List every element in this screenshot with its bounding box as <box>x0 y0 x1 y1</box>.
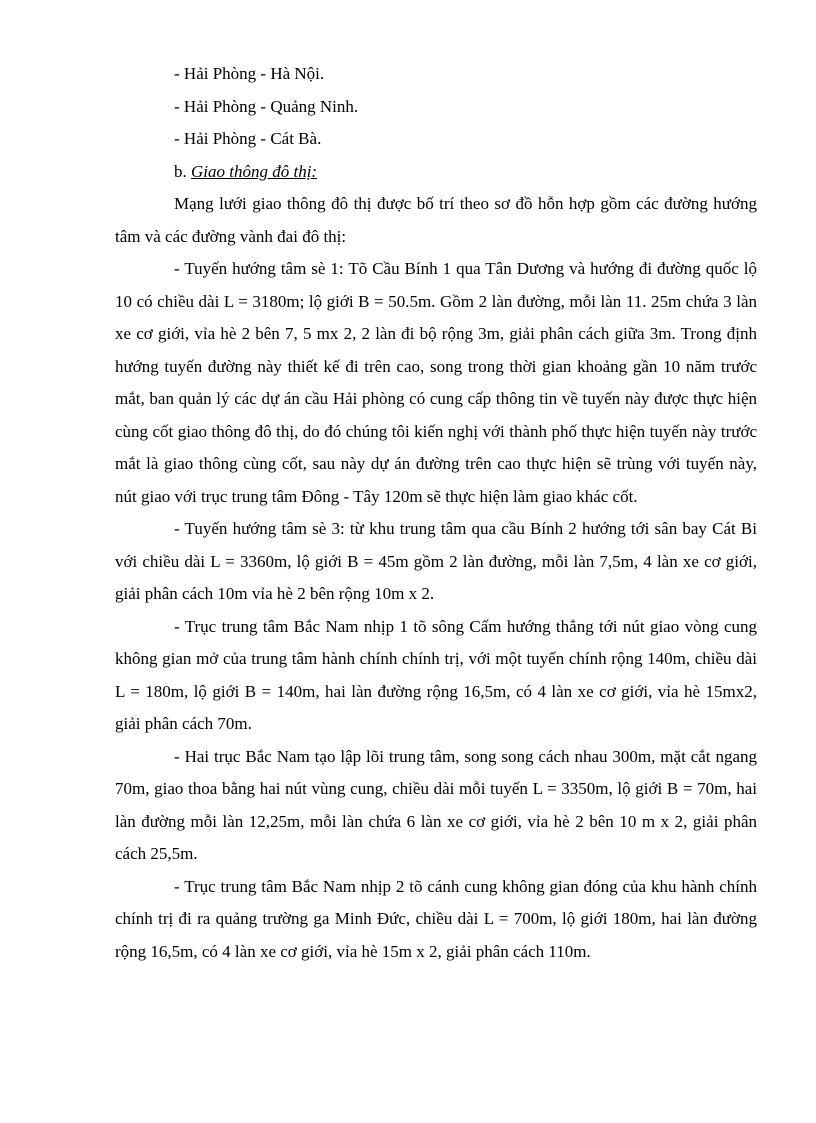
paragraph-route-3: - Tuyến hướng tâm sè 3: từ khu trung tâm qua cầu Bính 2 hướng tới sân bay Cát Bi với chiều dài L = 3360m, lộ giới B = 45m gồm 2 làn đường, mỗi làn 7,5m, 4 làn xe cơ giới, giải phân cách 10m vỉa hè 2 bên rộng 10m x 2. <box>115 519 757 603</box>
route-item: - Hải Phòng - Hà Nội. <box>174 64 325 83</box>
paragraph-two-axes: - Hai trục Bắc Nam tạo lập lõi trung tâm, song song cách nhau 300m, mặt cắt ngang 70m, giao thoa bằng hai nút vùng cung, chiều dài mỗi tuyến L = 3350m, lộ giới B = 70m, hai làn đường mỗi làn 12,25m, mỗi làn chứa 6 làn xe cơ giới, vỉa hè 2 bên 10 m x 2, giải phân cách 25,5m. <box>115 746 757 863</box>
section-heading <box>115 156 757 189</box>
paragraph-intro: Mạng lưới giao thông đô thị được bố trí theo sơ đồ hỗn hợp gồm các đường hướng tâm và các đường vành đai đô thị: <box>115 194 757 246</box>
section-marker: b. <box>174 161 187 181</box>
document-page <box>115 58 757 968</box>
paragraph-axis-span-2: - Trục trung tâm Bắc Nam nhịp 2 tõ cánh cung không gian đóng của khu hành chính chính trị đi ra quảng trường ga Minh Đức, chiều dài L = 700m, lộ giới 180m, hai làn đường rộng 16,5m, có 4 làn xe cơ giới, vỉa hè 15m x 2, giải phân cách 110m. <box>115 876 757 961</box>
section-title: Giao thông đô thị: <box>191 161 318 181</box>
route-item: - Hải Phòng - Quảng Ninh. <box>174 96 359 116</box>
route-item: - Hải Phòng - Cát Bà. <box>174 129 322 148</box>
paragraph-route-1: - Tuyến hướng tâm sè 1: Tõ Cầu Bính 1 qua Tân Dương và hướng đi đường quốc lộ 10 có chiều dài L = 3180m; lộ giới B = 50.5m. Gồm 2 làn đường, mỗi làn 11. 25m chứa 3 làn xe cơ giới, vỉa hè 2 bên 7, 5 mx 2, 2 làn đi bộ rộng 3m, giải phân cách giữa 3m. Trong định hướng tuyến đường này thiết kế đi trên cao, song trong thời gian khoảng gần 10 năm trước mắt, ban quản lý các dự án cầu Hải phòng có cung cấp thông tin về tuyến này được thực hiện cùng cốt giao thông đô thị, do đó chúng tôi kiến nghị với thành phố thực hiện tuyến này trước mắt là giao thông cùng cốt, sau này dự án đường trên cao thực hiện sẽ trùng với tuyến này, nút giao với trục trung tâm Đông - Tây 120m sẽ thực hiện làm giao khác cốt. <box>115 259 757 506</box>
paragraph-axis-span-1: - Trục trung tâm Bắc Nam nhịp 1 tõ sông Cấm hướng thẳng tới nút giao vòng cung không gian mở của trung tâm hành chính chính trị, với một tuyến chính rộng 140m, chiều dài L = 180m, lộ giới B = 140m, hai làn đường rộng 16,5m, có 4 làn xe cơ giới, vỉa hè 15mx2, giải phân cách 70m. <box>115 616 757 733</box>
